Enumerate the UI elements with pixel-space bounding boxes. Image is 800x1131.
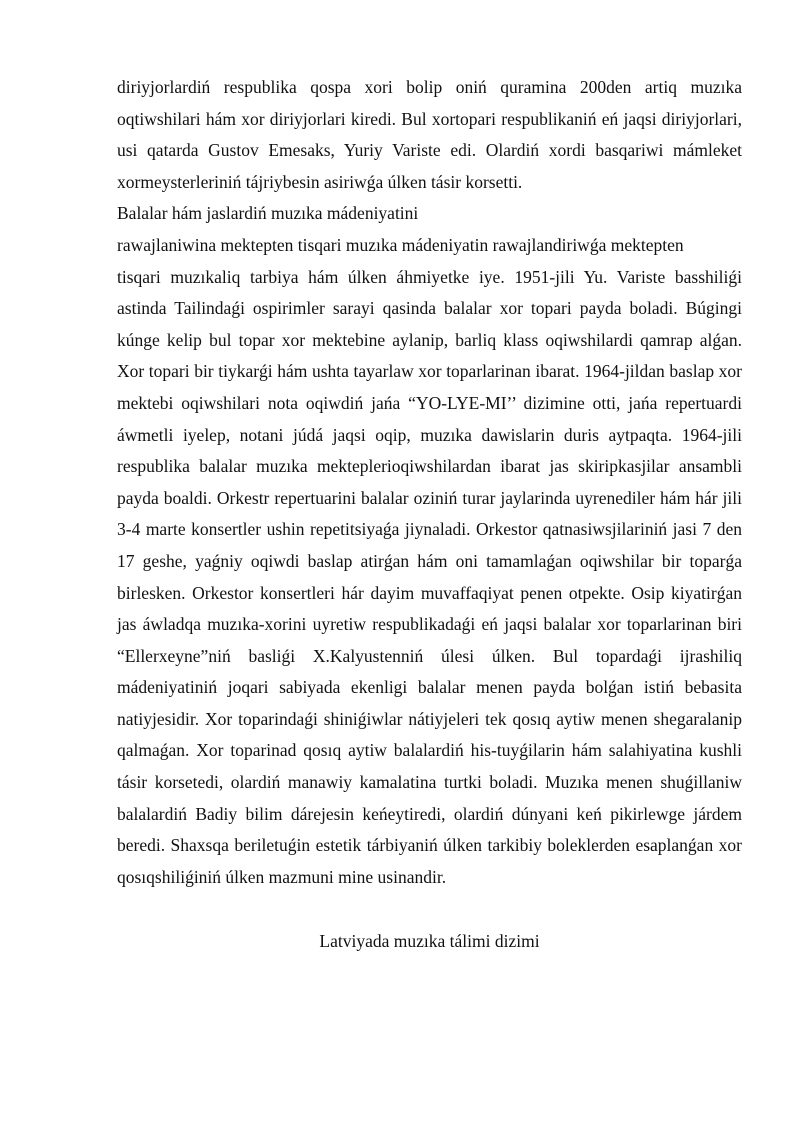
- paragraph-xor-diriyjorlari: diriyjorlardiń respublika qospa xori bolip oniń quramina 200den artiq muzıka oqtiwshilari hám xor diriyjorlari kiredi. Bul xortopari respublikaniń eń jaqsi diriyjorlari, usi qatarda Gustov Emesaks, Yuriy Variste edi. Olardiń xordi basqariwi mámleket xormeysterleriniń tájriybesin asiriwǵa úlken tásir korsetti.: [117, 77, 742, 192]
- paragraph-balalar-xor-topari: tisqari muzıkaliq tarbiya hám úlken áhmiyetke iye. 1951-jili Yu. Variste basshiliǵi astinda Tailindaǵi ospirimler sarayi qasinda balalar xor topari payda boladi. Búgingi kúnge kelip bul topar xor mektebine aylanip, barliq klass oqiwshilardi qamrap alǵan. Xor topari bir tiykarǵi hám ushta tayarlaw xor toparlarinan ibarat. 1964-jildan baslap xor mektebi oqiwshilari nota oqiwdiń jańa “YO-LYE-MI’’ dizimine otti, jańa repertuardi áwmetli iyelep, notani júdá jaqsi oqip, muzıka dawislarin duris aytpaqta. 1964-jili respublika balalar muzıka mekteplerioqiwshilardan ibarat jas skiripkasjilar ansambli payda boaldi. Orkestr repertuarini balalar oziniń turar jaylarinda uyrenediler hám hár jili 3-4 marte konsertler ushin repetitsiyaǵa jiynaladi. Orkestor qatnasiwsjilariniń jasi 7 den 17 geshe, yaǵniy oqiwdi baslap atirǵan hám oni tamamlaǵan oqiwshilar bir toparǵa birlesken. Orkestor konsertleri hár dayim muvaffaqiyat penen otpekte. Osip kiyatirǵan jas áwladqa muzıka-xorini uyretiw respublikadaǵi eń jaqsi balalar xor toparlarinan biri “Ellerxeyne”niń basliǵi X.Kalyustenniń úlesi úlken. Bul topardaǵi ijrashiliq mádeniyatiniń joqari sabiyada ekenligi balalar menen payda bolǵan istiń bebasita natiyjesidir. Xor toparindaǵi shiniǵiwlar nátiyjeleri tek qosıq aytiw menen shegaralanip qalmaǵan. Xor toparinad qosıq aytiw balalardiń his-tuyǵilarin hám salahiyatina kushli tásir korsetedi, olardiń manawiy kamalatina turtki boladi. Muzıka menen shuǵillaniw balalardiń Badiy bilim dárejesin keńeytiredi, olardiń dúnyani keń pikirlewge járdem beredi. Shaxsqa beriletuǵin estetik tárbiyaniń úlken tarkibiy boleklerden esaplanǵan xor qosıqshiliǵiniń úlken mazmuni mine usinandir.: [117, 266, 742, 887]
- document-page: [117, 72, 742, 958]
- section-heading: Latviyada muzıka tálimi dizimi: [319, 931, 540, 952]
- line-rawajlaniwina: rawajlaniwina mektepten tisqari muzıka mádeniyatin rawajlandiriwǵa mektepten: [117, 234, 684, 255]
- line-balalar-muzika: Balalar hám jaslardiń muzıka mádeniyatini: [117, 203, 419, 224]
